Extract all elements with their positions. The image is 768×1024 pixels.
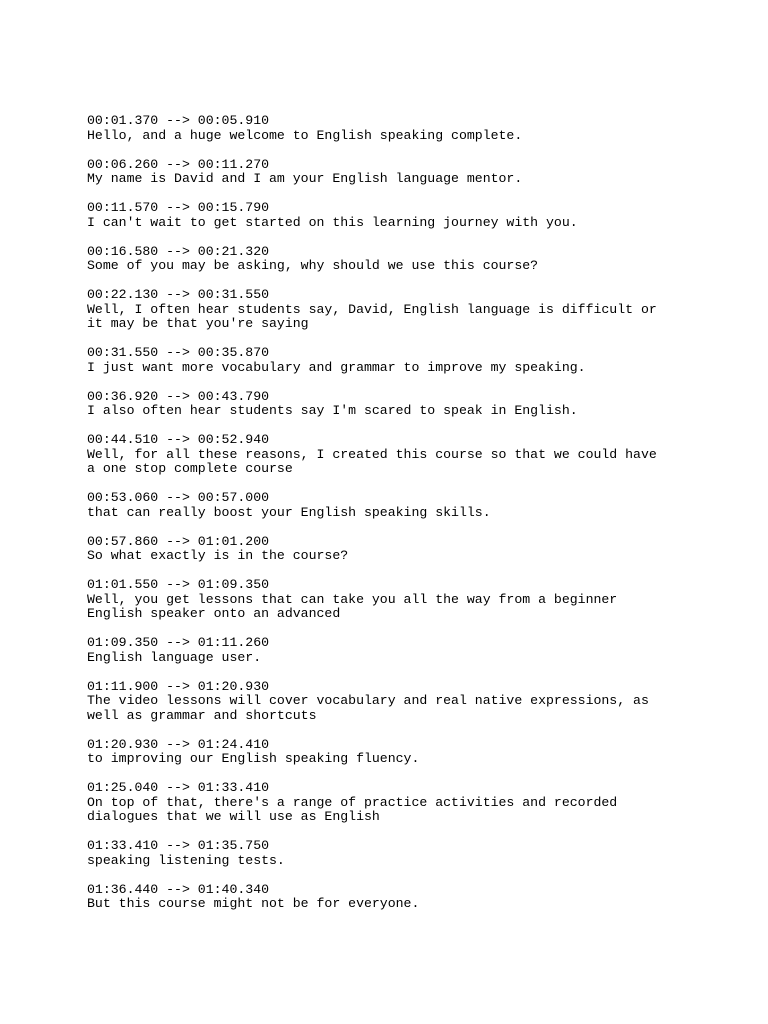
subtitle-cue: [87, 535, 727, 564]
cue-text-line: Well, you get lessons that can take you all the way from a beginner: [87, 591, 618, 607]
cue-text-line: speaking listening tests.: [87, 852, 285, 868]
cue-timecode: 00:31.550 --> 00:35.870: [87, 345, 270, 360]
subtitle-cue: [87, 636, 727, 665]
subtitle-cue: [87, 245, 727, 274]
cue-text-line: English language user.: [87, 649, 262, 665]
cue-timecode: 01:11.900 --> 01:20.930: [87, 678, 270, 694]
cue-text-line: that can really boost your English speaking skills.: [87, 504, 491, 520]
subtitle-cue: [87, 158, 727, 187]
cue-text-line: Well, for all these reasons, I created this course so that we could have: [87, 446, 657, 462]
subtitle-cue: [87, 114, 727, 143]
cue-text-line: it may be that you're saying: [87, 316, 309, 331]
cue-text-line: On top of that, there's a range of practice activities and recorded: [87, 794, 618, 810]
cue-text-line: I also often hear students say I'm scared to speak in English.: [87, 403, 578, 418]
cue-timecode: 01:09.350 --> 01:11.260: [87, 635, 270, 650]
subtitle-cue: [87, 883, 727, 912]
cue-text-line: English speaker onto an advanced: [87, 606, 341, 621]
subtitle-cue: [87, 578, 727, 622]
cue-timecode: 00:44.510 --> 00:52.940: [87, 432, 270, 447]
cue-text-line: Hello, and a huge welcome to English speaking complete.: [87, 127, 523, 143]
cue-text-line: a one stop complete course: [87, 461, 293, 476]
cue-timecode: 01:25.040 --> 01:33.410: [87, 780, 270, 795]
cue-text-line: But this course might not be for everyone.: [87, 896, 420, 911]
subtitle-cue: [87, 491, 727, 520]
cue-timecode: 00:36.920 --> 00:43.790: [87, 388, 270, 404]
cue-timecode: 00:01.370 --> 00:05.910: [87, 113, 270, 128]
cue-text-line: I can't wait to get started on this learning journey with you.: [87, 214, 578, 230]
cue-text-line: So what exactly is in the course?: [87, 548, 349, 563]
cue-text-line: My name is David and I am your English language mentor.: [87, 171, 523, 186]
subtitle-cue: [87, 390, 727, 419]
cue-text-line: dialogues that we will use as English: [87, 809, 380, 824]
cue-text-line: Well, I often hear students say, David, English language is difficult or: [87, 301, 657, 317]
cue-timecode: 01:20.930 --> 01:24.410: [87, 736, 270, 752]
cue-timecode: 00:11.570 --> 00:15.790: [87, 200, 270, 215]
subtitle-cue: [87, 738, 727, 767]
subtitle-cue: [87, 433, 727, 477]
cue-timecode: 00:16.580 --> 00:21.320: [87, 243, 270, 259]
subtitle-transcript: [87, 114, 727, 926]
subtitle-cue: [87, 288, 727, 332]
cue-timecode: 00:57.860 --> 01:01.200: [87, 533, 270, 549]
cue-timecode: 01:36.440 --> 01:40.340: [87, 881, 270, 897]
cue-text-line: I just want more vocabulary and grammar to improve my speaking.: [87, 359, 586, 375]
subtitle-cue: [87, 680, 727, 724]
cue-timecode: 01:01.550 --> 01:09.350: [87, 577, 270, 592]
cue-text-line: to improving our English speaking fluency.: [87, 751, 420, 766]
cue-timecode: 00:22.130 --> 00:31.550: [87, 287, 270, 302]
cue-text-line: well as grammar and shortcuts: [87, 707, 317, 723]
subtitle-cue: [87, 346, 727, 375]
subtitle-cue: [87, 839, 727, 868]
cue-text-line: Some of you may be asking, why should we use this course?: [87, 258, 539, 273]
cue-timecode: 00:06.260 --> 00:11.270: [87, 156, 270, 172]
cue-text-line: The video lessons will cover vocabulary and real native expressions, as: [87, 693, 649, 708]
subtitle-cue: [87, 201, 727, 230]
subtitle-cue: [87, 781, 727, 825]
cue-timecode: 00:53.060 --> 00:57.000: [87, 490, 270, 505]
cue-timecode: 01:33.410 --> 01:35.750: [87, 838, 270, 853]
